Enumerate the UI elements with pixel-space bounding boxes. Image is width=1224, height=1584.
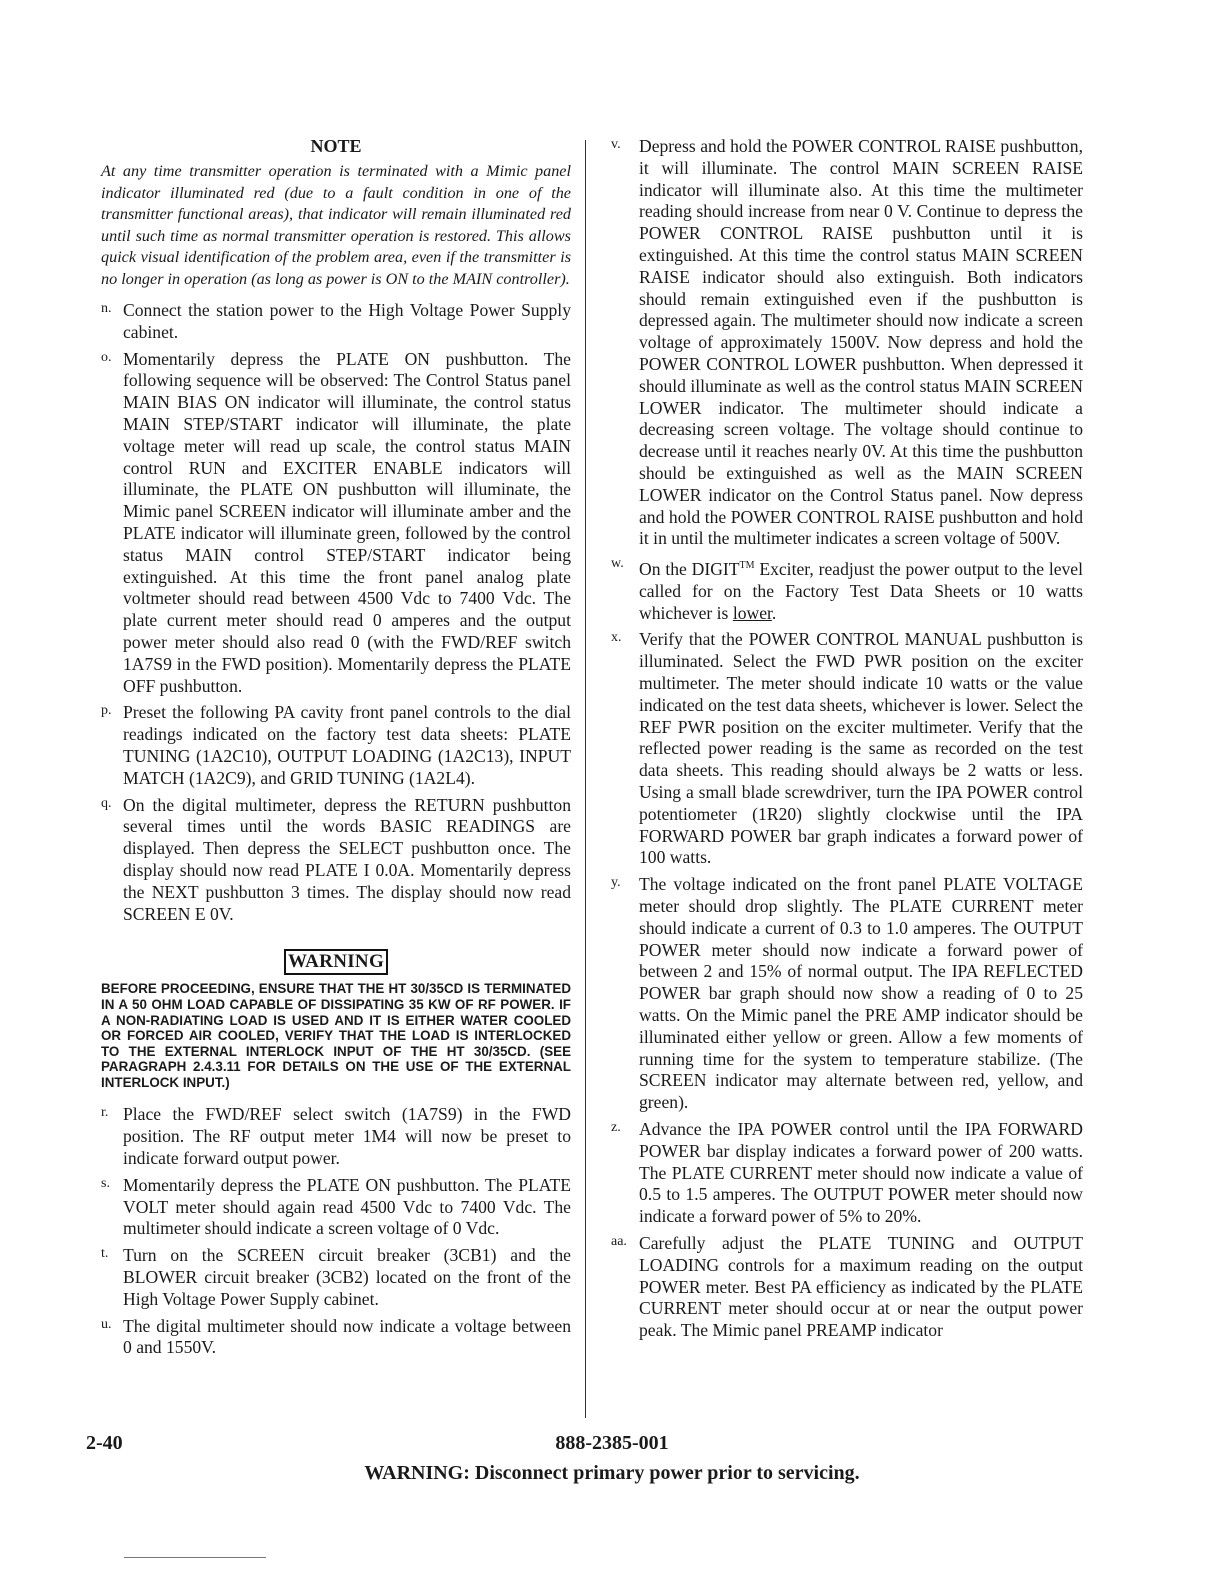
step-letter: n. <box>101 301 112 316</box>
step-v <box>611 136 1083 550</box>
step-text: The voltage indicated on the front panel PLATE VOLTAGE meter should drop slightly. The PLATE CURRENT meter should indicate a current of 0.3 to 1.0 amperes. The OUTPUT POWER meter should now indicate a forward power of between 2 and 15% of normal output. The IPA REFLECTED POWER bar graph should now show a reading of 0 to 25 watts. On the Mimic panel the PRE AMP indicator should be illuminated either yellow or green. Allow a few moments of running time for the system to temperature stabilize. (The SCREEN indicator may alternate between red, yellow, and green). <box>639 874 1083 1113</box>
step-x <box>611 629 1083 869</box>
step-text: Preset the following PA cavity front panel controls to the dial readings indicated on the factory test data sheets: PLATE TUNING (1A2C10), OUTPUT LOADING (1A2C13), INPUT MATCH (1A2C9), and GRID TUNING (1A2L4). <box>123 702 571 788</box>
warning-title: WARNING <box>284 949 388 975</box>
step-text: On the DIGIT <box>639 559 740 579</box>
step-t <box>101 1245 571 1310</box>
bottom-divider <box>124 1557 266 1558</box>
step-z <box>611 1119 1083 1228</box>
step-aa <box>611 1233 1083 1342</box>
warning-box <box>101 949 571 975</box>
document-number: 888-2385-001 <box>555 1432 669 1454</box>
step-text: Exciter, readjust the power output to the level called for on the Factory Test Data Sheets or 10 watts whichever is <box>639 559 1084 623</box>
step-u <box>101 1316 571 1360</box>
note-text: At any time transmitter operation is terminated with a Mimic panel indicator illuminated red (due to a fault condition in one of the transmitter functional areas), that indicator will remain illuminated red until such time as normal transmitter operation is restored. This allows quick visual identification of the problem area, even if the transmitter is no longer in operation (as long as power is ON to the MAIN controller). <box>101 162 571 288</box>
step-letter: t. <box>101 1246 109 1262</box>
step-letter: aa. <box>611 1233 627 1249</box>
step-n <box>101 300 571 344</box>
left-column <box>101 136 571 1364</box>
step-text: Turn on the SCREEN circuit breaker (3CB1) and the BLOWER circuit breaker (3CB2) located on the front of the High Voltage Power Supply cabinet. <box>123 1245 571 1309</box>
step-text: The digital multimeter should now indicate a voltage between 0 and 1550V. <box>123 1315 571 1358</box>
step-text: Carefully adjust the PLATE TUNING and OUTPUT LOADING controls for a maximum reading on the output POWER meter. Best PA efficiency as indicated by the PLATE CURRENT meter should occur at or near the output power peak. The Mimic panel PREAMP indicator <box>639 1232 1083 1341</box>
step-text: Place the FWD/REF select switch (1A7S9) in the FWD position. The RF output meter 1M4 will now be preset to indicate forward output power. <box>123 1104 571 1169</box>
procedure-steps-left-b <box>101 1104 571 1359</box>
step-text: Momentarily depress the PLATE ON pushbutton. The PLATE VOLT meter should again read 4500 Vdc to 7400 Vdc. The multimeter should indicate a screen voltage of 0 Vdc. <box>123 1174 571 1239</box>
procedure-steps-right <box>611 136 1083 1342</box>
step-text: Verify that the POWER CONTROL MANUAL pushbutton is illuminated. Select the FWD PWR position on the exciter multimeter. The meter should indicate 10 watts or the value indicated on the test data sheets, whichever is lower. Select the REF PWR position on the exciter multimeter. Verify that the reflected power reading is the same as recorded on the test data sheets. This reading should always be 2 watts or less. Using a small blade screwdriver, turn the IPA POWER control potentiometer (1R20) slightly clockwise until the IPA FORWARD POWER bar graph indicates a forward power of 100 watts. <box>639 629 1083 868</box>
warning-text: BEFORE PROCEEDING, ENSURE THAT THE HT 30/35CD IS TERMINATED IN A 50 OHM LOAD CAPABLE OF DISSIPATING 35 KW OF RF POWER. IF A NON-RADIATING LOAD IS USED AND IT IS EITHER WATER COOLED OR FORCED AIR COOLED, VERIFY THAT THE LOAD IS INTERLOCKED TO THE EXTERNAL INTERLOCK INPUT OF THE HT 30/35CD. (SEE PARAGRAPH 2.4.3.11 FOR DETAILS ON THE USE OF THE EXTERNAL INTERLOCK INPUT.) <box>101 981 571 1090</box>
step-text: Momentarily depress the PLATE ON pushbutton. The following sequence will be observed: The Control Status panel MAIN BIAS ON indicator will illuminate, the control status MAIN STEP/START indicator will illuminate, the plate voltage meter will read up scale, the control status MAIN control RUN and EXCITER ENABLE indicators will illuminate, the PLATE ON pushbutton will illuminate, the Mimic panel SCREEN indicator will illuminate amber and the PLATE indicator will illuminate green, followed by the control status MAIN control STEP/START indicator being extinguished. At this time the front panel analog plate voltmeter should read between 4500 Vdc to 7400 Vdc. The plate current meter should read 0 amperes and the output power meter should also read 0 (with the FWD/REF switch 1A7S9 in the FWD position). Momentarily depress the PLATE OFF pushbutton. <box>123 348 571 696</box>
step-letter: y. <box>611 875 621 891</box>
step-p <box>101 702 571 789</box>
page-number: 2-40 <box>86 1432 123 1454</box>
step-y <box>611 874 1083 1114</box>
footer-warning: WARNING: Disconnect primary power prior to servicing. <box>364 1462 860 1484</box>
step-q <box>101 795 571 926</box>
step-letter: u. <box>101 1316 112 1332</box>
step-text-underlined: lower <box>732 602 772 623</box>
step-r <box>101 1104 571 1169</box>
right-column <box>611 136 1083 1347</box>
step-text: Advance the IPA POWER control until the IPA FORWARD POWER bar display indicates a forward power of 200 watts. The PLATE CURRENT meter should now indicate a value of 0.5 to 1.5 amperes. The OUTPUT POWER meter should now indicate a forward power of 5% to 20%. <box>639 1118 1083 1227</box>
column-divider <box>585 140 586 1418</box>
trademark-mark: TM <box>739 560 755 572</box>
step-letter: p. <box>101 703 112 719</box>
note-heading: NOTE <box>310 136 362 156</box>
step-w <box>611 555 1083 624</box>
step-letter: w. <box>611 556 624 572</box>
step-letter: s. <box>101 1175 110 1191</box>
step-letter: v. <box>611 137 621 152</box>
step-s <box>101 1175 571 1240</box>
procedure-steps-left-a <box>101 300 571 925</box>
step-letter: z. <box>611 1119 621 1135</box>
step-text: On the digital multimeter, depress the RETURN pushbutton several times until the words BASIC READINGS are displayed. Then depress the SELECT pushbutton once. The display should now read PLATE I 0.0A. Momentarily depress the NEXT pushbutton 3 times. The display should now read SCREEN E 0V. <box>123 794 571 924</box>
step-text: Connect the station power to the High Voltage Power Supply cabinet. <box>123 300 571 342</box>
step-text: Depress and hold the POWER CONTROL RAISE pushbutton, it will illuminate. The control MAIN SCREEN RAISE indicator will illuminate also. At this time the multimeter reading should increase from near 0 V. Continue to depress the POWER CONTROL RAISE pushbutton until it is extinguished. At this time the control status MAIN SCREEN RAISE indicator should also extinguish. Both indicators should remain extinguished even if the pushbutton is depressed again. The multimeter should now indicate a screen voltage of approximately 1500V. Now depress and hold the POWER CONTROL LOWER pushbutton. When depressed it should illuminate as well as the control status MAIN SCREEN LOWER indicator. The multimeter should indicate a decreasing screen voltage. The voltage should continue to decrease until it reaches nearly 0V. At this time the pushbutton should be extinguished as well as the MAIN SCREEN LOWER indicator on the Control Status panel. Now depress and hold the POWER CONTROL RAISE pushbutton and hold it in until the multimeter indicates a screen voltage of 500V. <box>639 136 1083 549</box>
step-letter: o. <box>101 349 112 365</box>
step-letter: r. <box>101 1105 109 1121</box>
step-text: . <box>771 602 777 623</box>
step-letter: q. <box>101 795 112 811</box>
step-o <box>101 349 571 698</box>
step-letter: x. <box>611 630 622 646</box>
